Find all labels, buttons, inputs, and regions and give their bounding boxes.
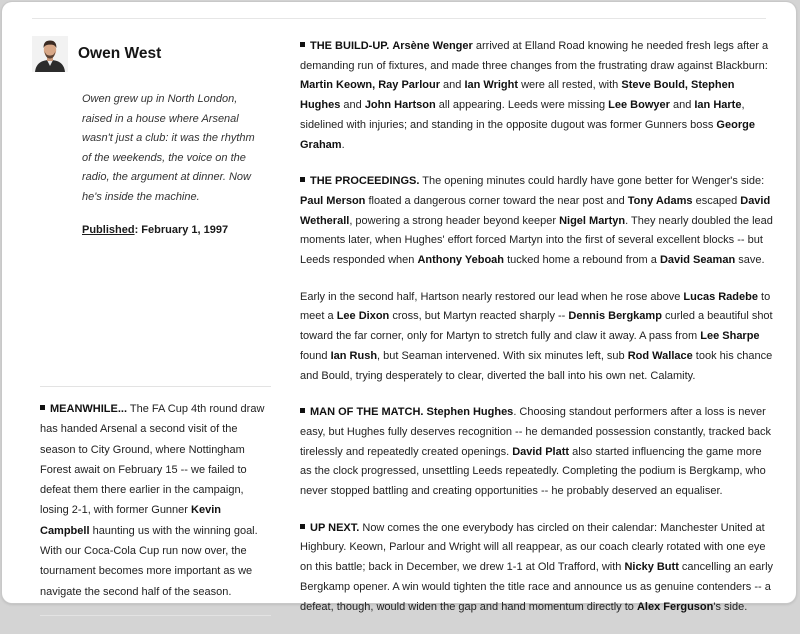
meanwhile-text: haunting us with the winning goal. With our Coca-Cola Cup run now over, the tournament becomes more important as we navigate the second half of the season. <box>40 524 258 598</box>
player-name: Ian Wright <box>464 79 519 92</box>
paragraph-text: took his chance and Bould, trying desperately to clear, diverted the ball into his own net. Calamity. <box>300 349 773 382</box>
player-name: Lucas Radebe <box>683 290 758 303</box>
player-name: David Platt <box>512 445 570 458</box>
paragraph-text: and <box>340 99 365 112</box>
player-name: Alex Ferguson <box>636 600 714 613</box>
author-name: Owen West <box>78 45 162 62</box>
buildup-lead: THE BUILD-UP. <box>310 40 390 52</box>
proceedings-paragraph <box>300 172 775 271</box>
paragraph-text: The opening minutes could hardly have gone better for Wenger's side: <box>419 175 765 188</box>
player-name: Arsène Wenger <box>392 40 473 52</box>
buildup-paragraph <box>300 37 775 155</box>
published-label[interactable]: Published <box>82 223 135 236</box>
player-name: Rod Wallace <box>627 349 693 362</box>
motm-lead: MAN OF THE MATCH. <box>310 406 424 419</box>
person-avatar-icon <box>32 36 68 72</box>
player-name: Ian Rush <box>330 349 378 362</box>
square-bullet-icon <box>40 405 45 410</box>
article-page <box>2 2 796 613</box>
player-name: Dennis Bergkamp <box>568 310 662 323</box>
paragraph-text: , powering a strong header beyond keeper <box>349 214 560 227</box>
player-name: Nicky Butt <box>624 561 679 574</box>
player-name: Steve Bould, Stephen Hughes <box>300 79 735 112</box>
paragraph-text: found <box>300 349 331 362</box>
paragraph-text: , but Seaman intervened. With six minutes left, sub <box>377 349 628 362</box>
player-name: Kevin Campbell <box>40 504 221 537</box>
paragraph-text: 's side. <box>713 600 748 613</box>
square-bullet-icon <box>300 524 305 529</box>
article-body <box>300 37 775 634</box>
paragraph-text: floated a dangerous corner toward the near post and <box>365 194 628 207</box>
square-bullet-icon <box>300 177 305 182</box>
paragraph-text: . <box>341 138 345 151</box>
paragraph-text: escaped <box>692 194 741 207</box>
paragraph-text: were all rested, with <box>518 79 622 92</box>
meanwhile-lead: MEANWHILE... <box>50 403 127 415</box>
author-header <box>32 36 262 72</box>
paragraph-text: to meet a <box>300 290 771 323</box>
second-half-paragraph <box>300 288 775 387</box>
player-name: Anthony Yeboah <box>417 254 505 267</box>
paragraph-text: Now comes the one everybody has circled on their calendar: Manchester United at Highbury. Keown, Parlour and Wright will all reappear, as our coach clearly rotated with one eye on this battle; back in December, we drew 1-1 at Old Trafford, with <box>300 521 766 574</box>
paragraph-text: all appearing. Leeds were missing <box>435 99 609 112</box>
player-name: Stephen Hughes <box>426 406 514 419</box>
upnext-lead: UP NEXT. <box>310 521 360 534</box>
paragraph-text: save. <box>735 254 765 267</box>
paragraph-text: tucked home a rebound from a <box>504 254 660 267</box>
player-name: Lee Dixon <box>336 310 390 323</box>
player-name: John Hartson <box>364 99 436 112</box>
paragraph-text: . They nearly doubled the lead moments later, when Hughes' effort forced Martyn into the first of several excellent blocks -- but Leeds responded when <box>300 214 773 267</box>
upnext-paragraph <box>300 519 775 618</box>
proceedings-lead: THE PROCEEDINGS. <box>310 175 420 188</box>
meanwhile-text: The FA Cup 4th round draw has handed Arsenal a second visit of the season to City Ground, where Nottingham Forest await on February 15 -- we failed to defeat them there earlier in the campaign, losing 2-1, with former Gunner <box>40 403 265 517</box>
player-name: Tony Adams <box>627 194 693 207</box>
paragraph-text: also started influencing the game more as the clock progressed, unsettling Leeds repeatedly. Completing the podium is Bergkamp, who never stopped battling and creating opportunities -- he probably deserved an equaliser. <box>300 445 766 498</box>
square-bullet-icon <box>300 42 305 47</box>
player-name: Lee Sharpe <box>700 330 760 343</box>
paragraph-text: Early in the second half, Hartson nearly restored our lead when he rose above <box>300 290 684 303</box>
player-name: David Wetherall <box>300 194 771 227</box>
published-date: : February 1, 1997 <box>134 223 229 236</box>
meanwhile-paragraph <box>40 399 271 602</box>
player-name: Nigel Martyn <box>559 214 626 227</box>
paragraph-text: cancelling an early Bergkamp opener. A win would tighten the title race and announce us as genuine contenders -- a defeat, though, would widen the gap and hand momentum directly to <box>300 561 774 613</box>
author-card <box>32 36 262 236</box>
player-name: Martin Keown, Ray Parlour <box>300 79 440 92</box>
player-name: Lee Bowyer <box>608 99 670 112</box>
player-name: Paul Merson <box>300 194 366 207</box>
square-bullet-icon <box>300 408 305 413</box>
meanwhile-box <box>40 386 271 616</box>
player-name: George Graham <box>300 118 755 151</box>
paragraph-text: and <box>439 79 465 92</box>
paragraph-text: , sidelined with injuries; and standing in the opposite dugout was former Gunners boss <box>300 99 745 131</box>
paragraph-text: and <box>669 99 695 112</box>
paragraph-text: curled a beautiful shot toward the far corner, only for Martyn to stretch fully and claw it away. A pass from <box>300 310 773 343</box>
player-name: Ian Harte <box>694 99 742 112</box>
paragraph-text: arrived at Elland Road knowing he needed fresh legs after a demanding run of fixtures, and made three changes from the frustrating draw against Blackburn: <box>300 40 769 72</box>
author-bio: Owen grew up in North London, raised in a house where Arsenal wasn't just a club: it was the rhythm of the weekends, the voice on the radio, the argument at dinner. Now he's inside the machine. <box>82 93 255 203</box>
motm-paragraph <box>300 403 775 502</box>
paragraph-text: . Choosing standout performers after a loss is never easy, but Hughes fully deserves recognition -- he demanded possession constantly, tracked back tirelessly and repeatedly created openings. <box>300 406 772 458</box>
player-name: David Seaman <box>659 254 736 267</box>
top-divider <box>32 18 766 19</box>
paragraph-text: cross, but Martyn reacted sharply -- <box>389 310 569 323</box>
published-line <box>82 224 262 236</box>
